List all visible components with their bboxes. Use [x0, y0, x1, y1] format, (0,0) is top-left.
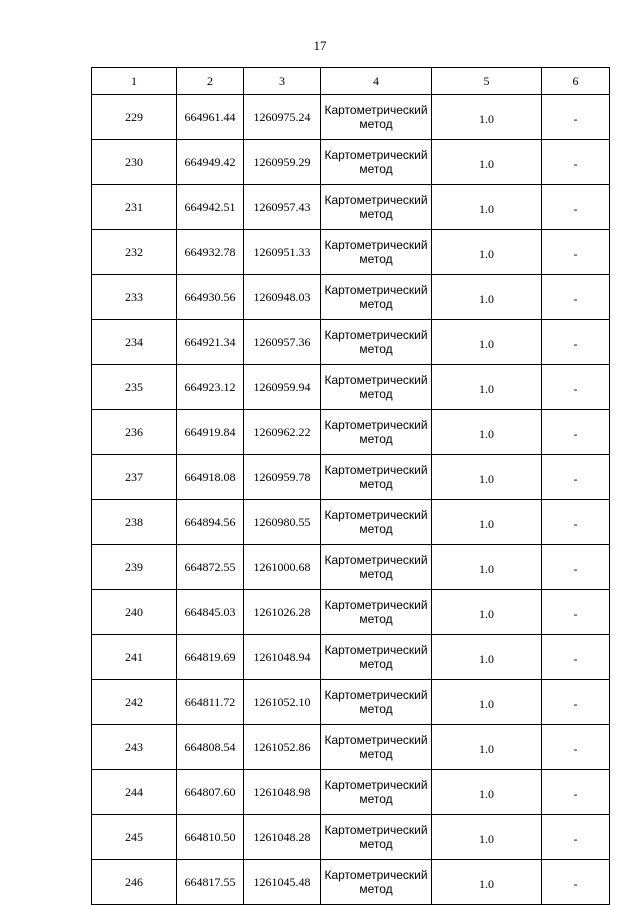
x-coordinate-cell: 664923.12 — [177, 365, 244, 410]
table-row — [92, 230, 610, 275]
y-coordinate-cell: 1260959.78 — [244, 455, 321, 500]
y-coordinate-cell: 1260959.94 — [244, 365, 321, 410]
method-cell — [321, 95, 432, 140]
method-line-2: метод — [359, 387, 393, 401]
method-line-2: метод — [359, 117, 393, 131]
y-coordinate-cell: 1261000.68 — [244, 545, 321, 590]
method-cell — [321, 590, 432, 635]
table-row — [92, 455, 610, 500]
method-cell — [321, 410, 432, 455]
table-row — [92, 140, 610, 185]
x-coordinate-cell: 664932.78 — [177, 230, 244, 275]
method-cell — [321, 860, 432, 905]
method-line-2: метод — [359, 837, 393, 851]
x-coordinate-cell: 664942.51 — [177, 185, 244, 230]
note-cell: - — [542, 860, 610, 905]
note-cell: - — [542, 140, 610, 185]
y-coordinate-cell: 1261052.86 — [244, 725, 321, 770]
accuracy-cell: 1.0 — [432, 140, 542, 185]
method-line-2: метод — [359, 162, 393, 176]
table-row — [92, 275, 610, 320]
x-coordinate-cell: 664921.34 — [177, 320, 244, 365]
table-row — [92, 95, 610, 140]
method-cell — [321, 770, 432, 815]
method-line-2: метод — [359, 207, 393, 221]
accuracy-cell: 1.0 — [432, 545, 542, 590]
method-line-1: Картометрический — [324, 643, 428, 657]
method-line-1: Картометрический — [324, 193, 428, 207]
x-coordinate-cell: 664845.03 — [177, 590, 244, 635]
point-number-cell: 243 — [92, 725, 177, 770]
accuracy-cell: 1.0 — [432, 500, 542, 545]
note-cell: - — [542, 365, 610, 410]
method-line-1: Картометрический — [324, 238, 428, 252]
accuracy-cell: 1.0 — [432, 185, 542, 230]
point-number-cell: 246 — [92, 860, 177, 905]
point-number-cell: 231 — [92, 185, 177, 230]
accuracy-cell: 1.0 — [432, 230, 542, 275]
y-coordinate-cell: 1260951.33 — [244, 230, 321, 275]
method-line-2: метод — [359, 657, 393, 671]
y-coordinate-cell: 1260948.03 — [244, 275, 321, 320]
method-line-1: Картометрический — [324, 148, 428, 162]
table-row — [92, 770, 610, 815]
table-row — [92, 410, 610, 455]
method-cell — [321, 680, 432, 725]
accuracy-cell: 1.0 — [432, 725, 542, 770]
x-coordinate-cell: 664810.50 — [177, 815, 244, 860]
point-number-cell: 240 — [92, 590, 177, 635]
table-header-row — [92, 68, 610, 95]
method-line-1: Картометрический — [324, 328, 428, 342]
method-line-1: Картометрический — [324, 868, 428, 882]
point-number-cell: 230 — [92, 140, 177, 185]
column-header-1: 1 — [92, 68, 177, 95]
y-coordinate-cell: 1261048.98 — [244, 770, 321, 815]
point-number-cell: 235 — [92, 365, 177, 410]
method-cell — [321, 815, 432, 860]
page-number: 17 — [313, 38, 327, 53]
x-coordinate-cell: 664894.56 — [177, 500, 244, 545]
table-row — [92, 680, 610, 725]
method-line-2: метод — [359, 252, 393, 266]
method-line-1: Картометрический — [324, 688, 428, 702]
note-cell: - — [542, 275, 610, 320]
note-cell: - — [542, 545, 610, 590]
method-cell — [321, 140, 432, 185]
method-line-1: Картометрический — [324, 103, 428, 117]
method-line-1: Картометрический — [324, 418, 428, 432]
note-cell: - — [542, 725, 610, 770]
point-number-cell: 236 — [92, 410, 177, 455]
y-coordinate-cell: 1261048.28 — [244, 815, 321, 860]
accuracy-cell: 1.0 — [432, 860, 542, 905]
accuracy-cell: 1.0 — [432, 590, 542, 635]
accuracy-cell: 1.0 — [432, 770, 542, 815]
point-number-cell: 241 — [92, 635, 177, 680]
point-number-cell: 237 — [92, 455, 177, 500]
table-row — [92, 545, 610, 590]
point-number-cell: 239 — [92, 545, 177, 590]
point-number-cell: 232 — [92, 230, 177, 275]
table-body — [92, 95, 610, 905]
method-line-2: метод — [359, 342, 393, 356]
point-number-cell: 242 — [92, 680, 177, 725]
accuracy-cell: 1.0 — [432, 275, 542, 320]
point-number-cell: 233 — [92, 275, 177, 320]
x-coordinate-cell: 664811.72 — [177, 680, 244, 725]
method-line-2: метод — [359, 882, 393, 896]
note-cell: - — [542, 185, 610, 230]
note-cell: - — [542, 500, 610, 545]
table-row — [92, 500, 610, 545]
y-coordinate-cell: 1260957.43 — [244, 185, 321, 230]
table-row — [92, 635, 610, 680]
method-line-2: метод — [359, 747, 393, 761]
method-line-1: Картометрический — [324, 778, 428, 792]
table-row — [92, 815, 610, 860]
note-cell: - — [542, 770, 610, 815]
method-cell — [321, 545, 432, 590]
column-header-4: 4 — [321, 68, 432, 95]
x-coordinate-cell: 664918.08 — [177, 455, 244, 500]
y-coordinate-cell: 1260957.36 — [244, 320, 321, 365]
column-header-5: 5 — [432, 68, 542, 95]
method-cell — [321, 635, 432, 680]
method-cell — [321, 725, 432, 770]
accuracy-cell: 1.0 — [432, 815, 542, 860]
x-coordinate-cell: 664819.69 — [177, 635, 244, 680]
table-row — [92, 860, 610, 905]
accuracy-cell: 1.0 — [432, 455, 542, 500]
note-cell: - — [542, 455, 610, 500]
x-coordinate-cell: 664930.56 — [177, 275, 244, 320]
method-line-1: Картометрический — [324, 553, 428, 567]
x-coordinate-cell: 664872.55 — [177, 545, 244, 590]
method-cell — [321, 275, 432, 320]
y-coordinate-cell: 1261045.48 — [244, 860, 321, 905]
method-cell — [321, 320, 432, 365]
method-line-2: метод — [359, 612, 393, 626]
method-cell — [321, 365, 432, 410]
method-line-1: Картометрический — [324, 733, 428, 747]
note-cell: - — [542, 815, 610, 860]
method-cell — [321, 185, 432, 230]
note-cell: - — [542, 95, 610, 140]
method-line-2: метод — [359, 522, 393, 536]
table-row — [92, 320, 610, 365]
method-line-1: Картометрический — [324, 508, 428, 522]
accuracy-cell: 1.0 — [432, 320, 542, 365]
method-cell — [321, 230, 432, 275]
note-cell: - — [542, 680, 610, 725]
y-coordinate-cell: 1260980.55 — [244, 500, 321, 545]
y-coordinate-cell: 1261048.94 — [244, 635, 321, 680]
point-number-cell: 229 — [92, 95, 177, 140]
method-line-1: Картометрический — [324, 823, 428, 837]
table-row — [92, 185, 610, 230]
y-coordinate-cell: 1260962.22 — [244, 410, 321, 455]
method-line-1: Картометрический — [324, 598, 428, 612]
method-line-2: метод — [359, 567, 393, 581]
accuracy-cell: 1.0 — [432, 680, 542, 725]
point-number-cell: 244 — [92, 770, 177, 815]
method-line-2: метод — [359, 477, 393, 491]
x-coordinate-cell: 664807.60 — [177, 770, 244, 815]
method-line-2: метод — [359, 297, 393, 311]
method-cell — [321, 500, 432, 545]
table-row — [92, 590, 610, 635]
accuracy-cell: 1.0 — [432, 635, 542, 680]
method-line-1: Картометрический — [324, 463, 428, 477]
coordinates-table — [91, 67, 610, 905]
method-line-2: метод — [359, 432, 393, 446]
table-row — [92, 725, 610, 770]
method-line-2: метод — [359, 702, 393, 716]
x-coordinate-cell: 664808.54 — [177, 725, 244, 770]
table-row — [92, 365, 610, 410]
accuracy-cell: 1.0 — [432, 365, 542, 410]
y-coordinate-cell: 1260959.29 — [244, 140, 321, 185]
column-header-6: 6 — [542, 68, 610, 95]
y-coordinate-cell: 1261052.10 — [244, 680, 321, 725]
x-coordinate-cell: 664949.42 — [177, 140, 244, 185]
note-cell: - — [542, 410, 610, 455]
method-cell — [321, 455, 432, 500]
method-line-1: Картометрический — [324, 373, 428, 387]
column-header-2: 2 — [177, 68, 244, 95]
point-number-cell: 245 — [92, 815, 177, 860]
point-number-cell: 238 — [92, 500, 177, 545]
note-cell: - — [542, 635, 610, 680]
note-cell: - — [542, 590, 610, 635]
note-cell: - — [542, 320, 610, 365]
y-coordinate-cell: 1261026.28 — [244, 590, 321, 635]
y-coordinate-cell: 1260975.24 — [244, 95, 321, 140]
point-number-cell: 234 — [92, 320, 177, 365]
method-line-1: Картометрический — [324, 283, 428, 297]
column-header-3: 3 — [244, 68, 321, 95]
accuracy-cell: 1.0 — [432, 410, 542, 455]
x-coordinate-cell: 664919.84 — [177, 410, 244, 455]
method-line-2: метод — [359, 792, 393, 806]
note-cell: - — [542, 230, 610, 275]
x-coordinate-cell: 664817.55 — [177, 860, 244, 905]
x-coordinate-cell: 664961.44 — [177, 95, 244, 140]
accuracy-cell: 1.0 — [432, 95, 542, 140]
